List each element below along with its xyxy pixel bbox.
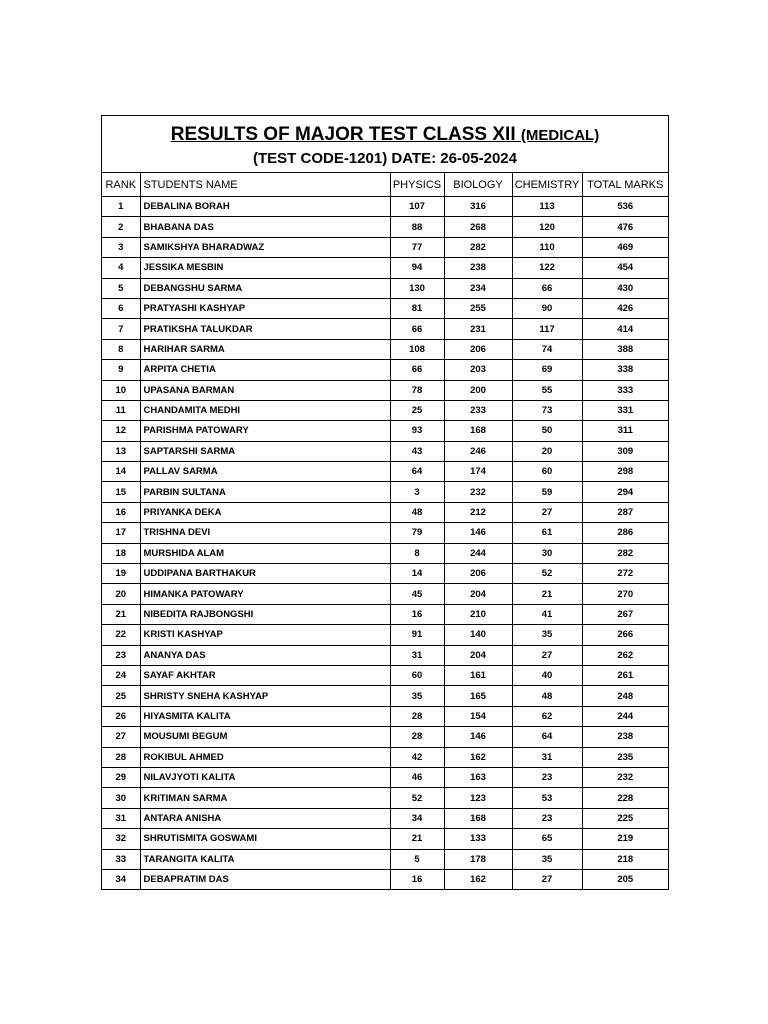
student-name-cell: PRIYANKA DEKA: [140, 502, 390, 522]
rank-cell: 33: [102, 849, 140, 869]
total-marks-cell: 232: [582, 767, 668, 787]
biology-cell: 233: [444, 400, 512, 420]
physics-cell: 91: [390, 625, 444, 645]
biology-cell: 146: [444, 727, 512, 747]
total-marks-cell: 205: [582, 869, 668, 889]
total-marks-cell: 272: [582, 564, 668, 584]
rank-cell: 27: [102, 727, 140, 747]
total-marks-cell: 267: [582, 604, 668, 624]
chemistry-cell: 59: [512, 482, 582, 502]
table-row: [102, 829, 668, 849]
total-marks-cell: 219: [582, 829, 668, 849]
chemistry-cell: 35: [512, 625, 582, 645]
chemistry-cell: 31: [512, 747, 582, 767]
biology-cell: 200: [444, 380, 512, 400]
total-marks-cell: 430: [582, 278, 668, 298]
biology-cell: 123: [444, 788, 512, 808]
student-name-cell: ARPITA CHETIA: [140, 360, 390, 380]
rank-cell: 14: [102, 462, 140, 482]
total-marks-cell: 225: [582, 808, 668, 828]
student-name-cell: CHANDAMITA MEDHI: [140, 400, 390, 420]
student-name-cell: HIMANKA PATOWARY: [140, 584, 390, 604]
rank-cell: 7: [102, 319, 140, 339]
physics-cell: 35: [390, 686, 444, 706]
chemistry-cell: 23: [512, 808, 582, 828]
biology-cell: 178: [444, 849, 512, 869]
table-row: [102, 380, 668, 400]
chemistry-cell: 27: [512, 645, 582, 665]
biology-cell: 174: [444, 462, 512, 482]
table-row: [102, 197, 668, 217]
rank-cell: 6: [102, 298, 140, 318]
physics-cell: 108: [390, 339, 444, 359]
page-title: [102, 116, 668, 148]
student-name-cell: SAYAF AKHTAR: [140, 665, 390, 685]
chemistry-cell: 35: [512, 849, 582, 869]
table-row: [102, 462, 668, 482]
biology-cell: 246: [444, 441, 512, 461]
chemistry-cell: 27: [512, 502, 582, 522]
total-marks-cell: 476: [582, 217, 668, 237]
rank-cell: 24: [102, 665, 140, 685]
physics-cell: 34: [390, 808, 444, 828]
biology-cell: 146: [444, 523, 512, 543]
biology-cell: 168: [444, 808, 512, 828]
biology-cell: 255: [444, 298, 512, 318]
chemistry-cell: 62: [512, 706, 582, 726]
chemistry-cell: 90: [512, 298, 582, 318]
rank-cell: 19: [102, 564, 140, 584]
total-marks-cell: 282: [582, 543, 668, 563]
chemistry-cell: 69: [512, 360, 582, 380]
physics-cell: 94: [390, 258, 444, 278]
student-name-cell: SAPTARSHI SARMA: [140, 441, 390, 461]
student-name-cell: NILAVJYOTI KALITA: [140, 767, 390, 787]
biology-cell: 232: [444, 482, 512, 502]
physics-cell: 21: [390, 829, 444, 849]
col-header-chemistry: CHEMISTRY: [512, 173, 582, 197]
chemistry-cell: 120: [512, 217, 582, 237]
chemistry-cell: 55: [512, 380, 582, 400]
chemistry-cell: 65: [512, 829, 582, 849]
student-name-cell: DEBANGSHU SARMA: [140, 278, 390, 298]
biology-cell: 140: [444, 625, 512, 645]
table-row: [102, 360, 668, 380]
table-row: [102, 808, 668, 828]
table-row: [102, 237, 668, 257]
student-name-cell: HARIHAR SARMA: [140, 339, 390, 359]
physics-cell: 52: [390, 788, 444, 808]
rank-cell: 4: [102, 258, 140, 278]
rank-cell: 5: [102, 278, 140, 298]
student-name-cell: DEBAPRATIM DAS: [140, 869, 390, 889]
physics-cell: 43: [390, 441, 444, 461]
physics-cell: 46: [390, 767, 444, 787]
biology-cell: 206: [444, 564, 512, 584]
table-row: [102, 441, 668, 461]
rank-cell: 12: [102, 421, 140, 441]
results-table: [102, 173, 668, 889]
table-row: [102, 502, 668, 522]
col-header-physics: PHYSICS: [390, 173, 444, 197]
chemistry-cell: 52: [512, 564, 582, 584]
total-marks-cell: 270: [582, 584, 668, 604]
rank-cell: 23: [102, 645, 140, 665]
physics-cell: 78: [390, 380, 444, 400]
student-name-cell: SHRUTISMITA GOSWAMI: [140, 829, 390, 849]
biology-cell: 165: [444, 686, 512, 706]
physics-cell: 3: [390, 482, 444, 502]
rank-cell: 30: [102, 788, 140, 808]
physics-cell: 81: [390, 298, 444, 318]
biology-cell: 162: [444, 747, 512, 767]
rank-cell: 18: [102, 543, 140, 563]
rank-cell: 21: [102, 604, 140, 624]
header-row: [102, 173, 668, 197]
chemistry-cell: 66: [512, 278, 582, 298]
rank-cell: 34: [102, 869, 140, 889]
rank-cell: 10: [102, 380, 140, 400]
student-name-cell: HIYASMITA KALITA: [140, 706, 390, 726]
chemistry-cell: 50: [512, 421, 582, 441]
chemistry-cell: 64: [512, 727, 582, 747]
biology-cell: 204: [444, 645, 512, 665]
table-row: [102, 278, 668, 298]
rank-cell: 28: [102, 747, 140, 767]
table-row: [102, 747, 668, 767]
table-row: [102, 767, 668, 787]
chemistry-cell: 113: [512, 197, 582, 217]
table-row: [102, 625, 668, 645]
physics-cell: 93: [390, 421, 444, 441]
table-row: [102, 319, 668, 339]
rank-cell: 1: [102, 197, 140, 217]
total-marks-cell: 244: [582, 706, 668, 726]
rank-cell: 9: [102, 360, 140, 380]
physics-cell: 130: [390, 278, 444, 298]
table-row: [102, 686, 668, 706]
table-row: [102, 564, 668, 584]
rank-cell: 2: [102, 217, 140, 237]
student-name-cell: PARBIN SULTANA: [140, 482, 390, 502]
rank-cell: 13: [102, 441, 140, 461]
biology-cell: 238: [444, 258, 512, 278]
chemistry-cell: 61: [512, 523, 582, 543]
rank-cell: 16: [102, 502, 140, 522]
student-name-cell: SHRISTY SNEHA KASHYAP: [140, 686, 390, 706]
physics-cell: 64: [390, 462, 444, 482]
chemistry-cell: 41: [512, 604, 582, 624]
table-row: [102, 217, 668, 237]
title-main: RESULTS OF MAJOR TEST CLASS XII: [170, 124, 516, 145]
physics-cell: 5: [390, 849, 444, 869]
chemistry-cell: 27: [512, 869, 582, 889]
total-marks-cell: 388: [582, 339, 668, 359]
rank-cell: 17: [102, 523, 140, 543]
chemistry-cell: 74: [512, 339, 582, 359]
rank-cell: 22: [102, 625, 140, 645]
total-marks-cell: 287: [582, 502, 668, 522]
chemistry-cell: 30: [512, 543, 582, 563]
physics-cell: 66: [390, 319, 444, 339]
table-row: [102, 869, 668, 889]
physics-cell: 28: [390, 706, 444, 726]
physics-cell: 16: [390, 869, 444, 889]
total-marks-cell: 235: [582, 747, 668, 767]
total-marks-cell: 331: [582, 400, 668, 420]
biology-cell: 212: [444, 502, 512, 522]
chemistry-cell: 60: [512, 462, 582, 482]
student-name-cell: TRISHNA DEVI: [140, 523, 390, 543]
total-marks-cell: 218: [582, 849, 668, 869]
table-row: [102, 543, 668, 563]
biology-cell: 161: [444, 665, 512, 685]
col-header-rank: RANK: [102, 173, 140, 197]
biology-cell: 133: [444, 829, 512, 849]
total-marks-cell: 333: [582, 380, 668, 400]
biology-cell: 316: [444, 197, 512, 217]
physics-cell: 8: [390, 543, 444, 563]
total-marks-cell: 536: [582, 197, 668, 217]
table-row: [102, 421, 668, 441]
physics-cell: 66: [390, 360, 444, 380]
chemistry-cell: 20: [512, 441, 582, 461]
physics-cell: 31: [390, 645, 444, 665]
table-row: [102, 523, 668, 543]
total-marks-cell: 238: [582, 727, 668, 747]
biology-cell: 168: [444, 421, 512, 441]
physics-cell: 107: [390, 197, 444, 217]
total-marks-cell: 294: [582, 482, 668, 502]
student-name-cell: ANTARA ANISHA: [140, 808, 390, 828]
chemistry-cell: 23: [512, 767, 582, 787]
student-name-cell: TARANGITA KALITA: [140, 849, 390, 869]
chemistry-cell: 122: [512, 258, 582, 278]
physics-cell: 60: [390, 665, 444, 685]
biology-cell: 231: [444, 319, 512, 339]
student-name-cell: BHABANA DAS: [140, 217, 390, 237]
table-row: [102, 400, 668, 420]
student-name-cell: NIBEDITA RAJBONGSHI: [140, 604, 390, 624]
student-name-cell: PARISHMA PATOWARY: [140, 421, 390, 441]
biology-cell: 206: [444, 339, 512, 359]
col-header-total: TOTAL MARKS: [582, 173, 668, 197]
physics-cell: 88: [390, 217, 444, 237]
physics-cell: 77: [390, 237, 444, 257]
total-marks-cell: 298: [582, 462, 668, 482]
total-marks-cell: 469: [582, 237, 668, 257]
table-row: [102, 706, 668, 726]
rank-cell: 26: [102, 706, 140, 726]
chemistry-cell: 73: [512, 400, 582, 420]
title-stream: (MEDICAL): [520, 127, 600, 144]
table-row: [102, 788, 668, 808]
biology-cell: 204: [444, 584, 512, 604]
rank-cell: 20: [102, 584, 140, 604]
table-row: [102, 849, 668, 869]
rank-cell: 31: [102, 808, 140, 828]
physics-cell: 42: [390, 747, 444, 767]
biology-cell: 268: [444, 217, 512, 237]
student-name-cell: KRITIMAN SARMA: [140, 788, 390, 808]
biology-cell: 210: [444, 604, 512, 624]
table-row: [102, 482, 668, 502]
col-header-biology: BIOLOGY: [444, 173, 512, 197]
chemistry-cell: 117: [512, 319, 582, 339]
student-name-cell: SAMIKSHYA BHARADWAZ: [140, 237, 390, 257]
biology-cell: 282: [444, 237, 512, 257]
rank-cell: 29: [102, 767, 140, 787]
physics-cell: 14: [390, 564, 444, 584]
physics-cell: 45: [390, 584, 444, 604]
chemistry-cell: 110: [512, 237, 582, 257]
biology-cell: 244: [444, 543, 512, 563]
student-name-cell: PRATYASHI KASHYAP: [140, 298, 390, 318]
results-sheet: [101, 115, 669, 890]
total-marks-cell: 266: [582, 625, 668, 645]
rank-cell: 11: [102, 400, 140, 420]
student-name-cell: UDDIPANA BARTHAKUR: [140, 564, 390, 584]
total-marks-cell: 262: [582, 645, 668, 665]
physics-cell: 48: [390, 502, 444, 522]
chemistry-cell: 40: [512, 665, 582, 685]
student-name-cell: PRATIKSHA TALUKDAR: [140, 319, 390, 339]
biology-cell: 162: [444, 869, 512, 889]
chemistry-cell: 48: [512, 686, 582, 706]
biology-cell: 163: [444, 767, 512, 787]
student-name-cell: DEBALINA BORAH: [140, 197, 390, 217]
rank-cell: 15: [102, 482, 140, 502]
table-row: [102, 645, 668, 665]
table-row: [102, 727, 668, 747]
test-code-date: (TEST CODE-1201) DATE: 26-05-2024: [253, 150, 517, 167]
student-name-cell: MURSHIDA ALAM: [140, 543, 390, 563]
biology-cell: 154: [444, 706, 512, 726]
rank-cell: 25: [102, 686, 140, 706]
total-marks-cell: 454: [582, 258, 668, 278]
chemistry-cell: 53: [512, 788, 582, 808]
total-marks-cell: 338: [582, 360, 668, 380]
student-name-cell: ANANYA DAS: [140, 645, 390, 665]
total-marks-cell: 286: [582, 523, 668, 543]
table-row: [102, 339, 668, 359]
rank-cell: 3: [102, 237, 140, 257]
physics-cell: 79: [390, 523, 444, 543]
rank-cell: 32: [102, 829, 140, 849]
total-marks-cell: 426: [582, 298, 668, 318]
col-header-name: STUDENTS NAME: [140, 173, 390, 197]
total-marks-cell: 248: [582, 686, 668, 706]
total-marks-cell: 414: [582, 319, 668, 339]
total-marks-cell: 309: [582, 441, 668, 461]
table-row: [102, 258, 668, 278]
table-row: [102, 584, 668, 604]
student-name-cell: JESSIKA MESBIN: [140, 258, 390, 278]
student-name-cell: MOUSUMI BEGUM: [140, 727, 390, 747]
biology-cell: 203: [444, 360, 512, 380]
table-row: [102, 665, 668, 685]
total-marks-cell: 261: [582, 665, 668, 685]
physics-cell: 16: [390, 604, 444, 624]
title-block: [102, 116, 668, 173]
student-name-cell: ROKIBUL AHMED: [140, 747, 390, 767]
biology-cell: 234: [444, 278, 512, 298]
chemistry-cell: 21: [512, 584, 582, 604]
student-name-cell: KRISTI KASHYAP: [140, 625, 390, 645]
table-row: [102, 298, 668, 318]
table-row: [102, 604, 668, 624]
total-marks-cell: 311: [582, 421, 668, 441]
physics-cell: 28: [390, 727, 444, 747]
physics-cell: 25: [390, 400, 444, 420]
student-name-cell: UPASANA BARMAN: [140, 380, 390, 400]
rank-cell: 8: [102, 339, 140, 359]
total-marks-cell: 228: [582, 788, 668, 808]
student-name-cell: PALLAV SARMA: [140, 462, 390, 482]
